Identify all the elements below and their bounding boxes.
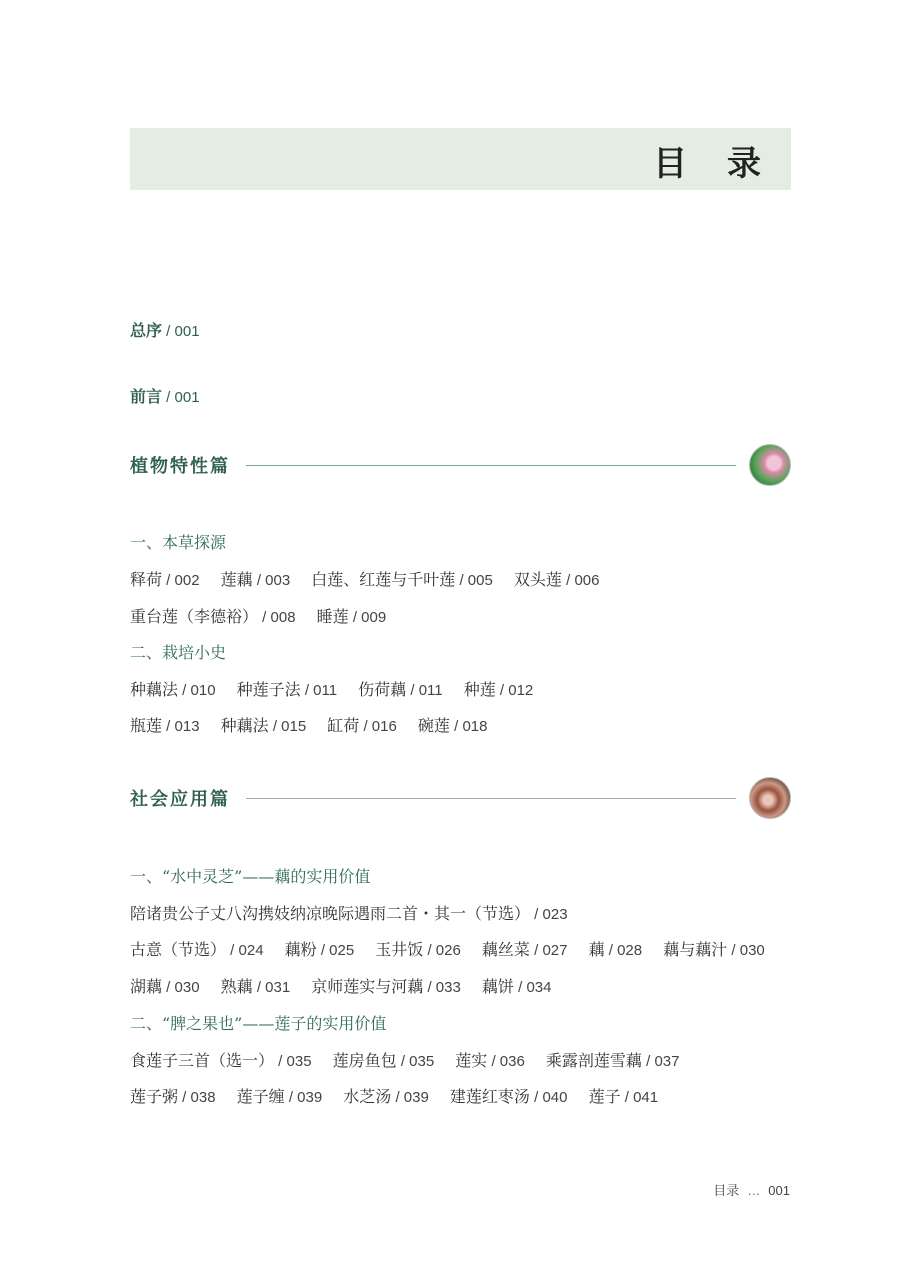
section-divider <box>246 465 736 466</box>
toc-item[interactable]: 玉井饭 / 026 <box>375 940 461 959</box>
toc-item[interactable]: 种藕法 / 010 <box>130 680 216 699</box>
entry-label: 总序 <box>130 321 163 340</box>
toc-item[interactable]: 种莲 / 012 <box>463 680 534 699</box>
toc-entry-foreword[interactable] <box>130 384 200 407</box>
entry-page: / 001 <box>162 389 200 406</box>
section-header-social-use <box>130 775 791 821</box>
toc-item[interactable]: 莲子 / 041 <box>588 1087 659 1106</box>
subsection-heading: 一、本草探源 <box>130 533 227 552</box>
toc-item[interactable]: 伤荷藕 / 011 <box>358 680 443 699</box>
toc-item[interactable]: 食莲子三首（选一） / 035 <box>130 1051 312 1070</box>
entry-page: / 001 <box>162 323 200 340</box>
toc-item[interactable]: 莲房鱼包 / 035 <box>332 1051 435 1070</box>
title-band <box>130 128 791 190</box>
section-title: 植物特性篇 <box>130 456 230 477</box>
lotus-flower-thumbnail-icon <box>749 444 791 486</box>
toc-item[interactable]: 湖藕 / 030 <box>130 977 200 996</box>
footer-label: 目录 <box>713 1183 740 1198</box>
toc-item[interactable]: 碗莲 / 018 <box>417 716 488 735</box>
lotus-root-thumbnail-icon <box>749 777 791 819</box>
footer-dots: … <box>747 1183 761 1198</box>
toc-item[interactable]: 缸荷 / 016 <box>327 716 397 735</box>
toc-row <box>130 677 549 700</box>
subsection-heading: 二、栽培小史 <box>130 643 227 662</box>
section-title: 社会应用篇 <box>130 789 230 810</box>
toc-row <box>130 713 503 736</box>
toc-item[interactable]: 种藕法 / 015 <box>220 716 307 735</box>
toc-row <box>130 974 567 997</box>
toc-item[interactable]: 莲实 / 036 <box>455 1051 525 1070</box>
toc-item[interactable]: 莲子缠 / 039 <box>236 1087 323 1106</box>
toc-item[interactable]: 京师莲实与河藕 / 033 <box>311 977 461 996</box>
toc-item[interactable]: 莲子粥 / 038 <box>130 1087 216 1106</box>
toc-item[interactable]: 种莲子法 / 011 <box>236 680 338 699</box>
entry-label: 前言 <box>130 387 163 406</box>
toc-item[interactable]: 双头莲 / 006 <box>513 570 600 589</box>
toc-item[interactable]: 瓶莲 / 013 <box>130 716 200 735</box>
toc-row <box>130 567 615 590</box>
toc-item[interactable]: 白莲、红莲与千叶莲 / 005 <box>311 570 493 589</box>
subsection-heading: 一、“水中灵芝”——藕的实用价值 <box>130 867 371 886</box>
toc-item[interactable]: 藕粉 / 025 <box>284 940 355 959</box>
toc-row <box>130 604 402 627</box>
toc-row <box>130 1048 695 1071</box>
footer-page-number: 001 <box>768 1183 790 1198</box>
toc-item[interactable]: 藕 / 028 <box>588 940 643 959</box>
toc-item[interactable]: 水芝汤 / 039 <box>343 1087 429 1106</box>
toc-item[interactable]: 藕丝菜 / 027 <box>481 940 568 959</box>
toc-row <box>130 901 584 924</box>
section-header-plant-traits <box>130 442 791 488</box>
toc-entry-general-preface[interactable] <box>130 318 200 341</box>
toc-item[interactable]: 释荷 / 002 <box>130 570 200 589</box>
toc-item[interactable]: 建莲红枣汤 / 040 <box>449 1087 568 1106</box>
toc-item[interactable]: 重台莲（李德裕） / 008 <box>130 607 296 626</box>
toc-item[interactable]: 莲藕 / 003 <box>220 570 291 589</box>
toc-row <box>130 937 781 960</box>
section-divider <box>246 798 736 799</box>
page-title: 目 录 <box>653 144 775 184</box>
toc-row <box>130 1084 674 1107</box>
toc-item[interactable]: 乘露剖莲雪藕 / 037 <box>545 1051 680 1070</box>
toc-item[interactable]: 古意（节选） / 024 <box>130 940 264 959</box>
toc-item[interactable]: 陪诸贵公子丈八沟携妓纳凉晚际遇雨二首・其一（节选） / 023 <box>130 904 568 923</box>
toc-item[interactable]: 熟藕 / 031 <box>220 977 291 996</box>
toc-item[interactable]: 藕饼 / 034 <box>481 977 552 996</box>
page-footer <box>713 1180 790 1199</box>
subsection-heading: 二、“脾之果也”——莲子的实用价值 <box>130 1014 387 1033</box>
toc-item[interactable]: 藕与藕汁 / 030 <box>663 940 765 959</box>
toc-item[interactable]: 睡莲 / 009 <box>316 607 387 626</box>
